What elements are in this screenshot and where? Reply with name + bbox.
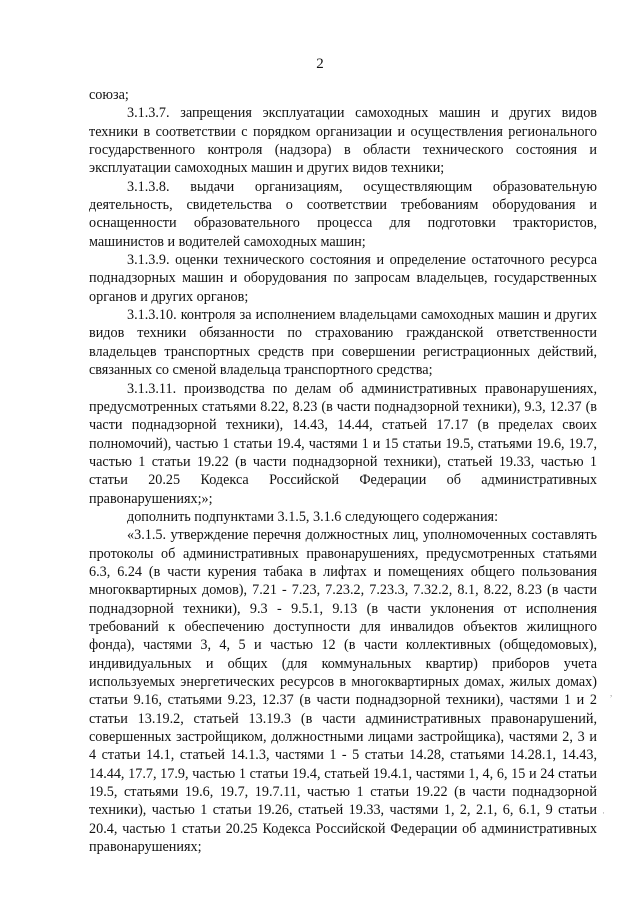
paragraph-3-1-3-10: 3.1.3.10. контроля за исполнением владельцами самоходных машин и других видов техники обязанности по страхованию гражданской ответственности владельцев транспортных средств при совершении регистрационных действий, связанных со сменой владельца транспортного средства; bbox=[89, 307, 597, 379]
paragraph-3-1-3-8: 3.1.3.8. выдачи организациям, осуществляющим образовательную деятельность, свидетельства о соответствии требованиям оборудования и оснащенности образовательного процесса для подготовки трактористов, машинистов и водителей самоходных машин; bbox=[89, 178, 597, 250]
page-number: 2 bbox=[316, 56, 324, 72]
paragraph-3-1-5: «3.1.5. утверждение перечня должностных лиц, уполномоченных составлять протоколы об административных правонарушениях, предусмотренных статьями 6.3, 6.24 (в части курения табака в лифтах и помещениях общего пользования многоквартирных домов), 7.21 - 7.23, 7.23.2, 7.23.3, 7.32.2, 8.1, 8.22, 8.23 (в части поднадзорной техники), 9.3 - 9.5.1, 9.13 (в части уклонения от исполнения требований к обеспечению доступности для инвалидов объектов жилищного фонда), частями 3, 4, 5 и частью 12 (в части коллективных (общедомовых), индивидуальных и общих (для коммунальных квартир) приборов учета используемых энергетических ресурсов в многоквартирных домах, жилых домах) статьи 9.16, статьями 9.23, 12.37 (в части поднадзорной техники), частями 1 и 2 статьи 13.19.2, статьей 13.19.3 (в части административных правонарушений, совершенных застройщиком, должностными лицами застройщика), частями 2, 3 и 4 статьи 14.1, статьей 14.1.3, частями 1 - 5 статьи 14.28, статьями 14.28.1, 14.43, 14.44, 17.7, 17.9, частью 1 статьи 19.4, статьей 19.4.1, частями 1, 4, 6, 15 и 24 статьи 19.5, статьями 19.6, 19.7, 19.7.11, частью 1 статьи 19.22 (в части поднадзорной техники), частью 1 статьи 19.26, статьей 19.33, частями 1, 2, 2.1, 6, 6.1, 9 статьи 20.4, частью 1 статьи 20.25 Кодекса Российской Федерации об административных правонарушениях; bbox=[89, 527, 597, 856]
paragraph-amendment-intro: дополнить подпунктами 3.1.5, 3.1.6 следующего содержания: bbox=[127, 508, 499, 525]
paragraph-3-1-3-11: 3.1.3.11. производства по делам об административных правонарушениях, предусмотренных статьями 8.22, 8.23 (в части поднадзорной техники), 9.3, 12.37 (в части поднадзорной техники), 14.43, 14.44, статьей 17.17 (в пределах своих полномочий), частью 1 статьи 19.4, частями 1 и 15 статьи 19.5, статьями 19.6, 19.7, частью 1 статьи 19.22 (в части поднадзорной техники), статьей 19.33, частью 1 статьи 20.25 Кодекса Российской Федерации об административных правонарушениях;»; bbox=[89, 380, 597, 507]
paragraph-3-1-3-9: 3.1.3.9. оценки технического состояния и определение остаточного ресурса поднадзорных машин и оборудования по запросам владельцев, государственных органов и других органов; bbox=[89, 252, 597, 305]
margin-mark: · bbox=[602, 808, 605, 818]
paragraph-3-1-3-7: 3.1.3.7. запрещения эксплуатации самоходных машин и других видов техники в соответствии с порядком организации и осуществления регионального государственного контроля (надзора) в области технического состояния и эксплуатации самоходных машин и других видов техники; bbox=[89, 105, 597, 177]
margin-mark: , bbox=[610, 688, 613, 698]
paragraph-continuation: союза; bbox=[89, 87, 129, 103]
document-body bbox=[89, 86, 597, 856]
